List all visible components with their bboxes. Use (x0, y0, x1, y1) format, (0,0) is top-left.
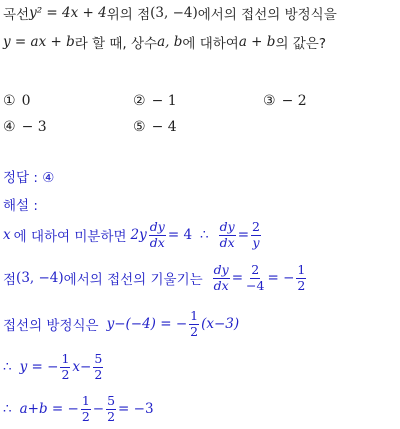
choice-value: − 1 (151, 93, 177, 109)
choice-3[interactable] (263, 93, 307, 109)
choice-number: ② (133, 93, 146, 109)
point-coordinates: (3, −4) (16, 270, 64, 286)
fraction: $\frac{dy}{dx}$ (219, 219, 235, 250)
fraction: $\frac{1}{2}$ (297, 262, 306, 293)
math-term: = −3 (118, 401, 154, 417)
therefore-symbol: ∴ (3, 359, 12, 375)
fraction: $\frac{1}{2}$ (61, 351, 70, 382)
tangent-equation: y = ax + b (3, 34, 75, 50)
step-text: 접선의 방정식은 (3, 318, 99, 334)
math-term: x− (72, 359, 92, 375)
solution-step-2 (3, 264, 308, 292)
question-line-2 (3, 32, 326, 52)
math-term: y−(−4) = − (106, 316, 188, 332)
question-text: 의 값은? (275, 36, 327, 52)
fraction: $\frac{dy}{dx}$ (149, 219, 165, 250)
choice-value: − 3 (21, 119, 47, 135)
choice-value: − 4 (151, 119, 177, 135)
choice-5[interactable] (133, 119, 177, 135)
math-term: − (92, 401, 105, 417)
choice-number: ① (3, 93, 16, 109)
math-term: = (237, 227, 250, 243)
question-text: 에서의 접선의 방정식을 (197, 7, 337, 23)
curve-equation: y² = 4x + 4 (29, 5, 107, 21)
target-expression: a + b (238, 34, 276, 50)
choice-number: ③ (263, 93, 276, 109)
fraction: $\frac{2}{-4}$ (246, 262, 265, 293)
therefore-symbol: ∴ (3, 401, 12, 417)
question-text: 에 대하여 (182, 36, 239, 52)
question-text: 곡선 (3, 7, 30, 23)
solution-step-4 (3, 353, 105, 381)
variable: x (3, 227, 11, 243)
solution-step-3 (3, 310, 239, 338)
math-term: y = − (19, 359, 59, 375)
math-term: 2y (130, 227, 147, 243)
therefore-symbol: ∴ (200, 227, 209, 243)
fraction: $\frac{dy}{dx}$ (213, 262, 229, 293)
fraction: $\frac{1}{2}$ (81, 393, 90, 424)
fraction: $\frac{5}{2}$ (94, 351, 103, 382)
choice-4[interactable] (3, 119, 47, 135)
solution-step-1 (3, 221, 263, 249)
point-coordinates: (3, −4) (150, 5, 198, 21)
fraction: $\frac{1}{2}$ (190, 308, 199, 339)
math-term: = 4 (167, 227, 193, 243)
choice-number: ⑤ (133, 119, 146, 135)
math-term: = (231, 270, 244, 286)
step-text: 에 대하여 미분하면 (13, 229, 127, 245)
math-term: (x−3) (201, 316, 240, 332)
question-text: 위의 점 (106, 7, 151, 23)
solution-step-5 (3, 395, 154, 423)
choice-number: ④ (3, 119, 16, 135)
math-term: a+b = − (19, 401, 79, 417)
question-text: 라 할 때, 상수 (74, 36, 158, 52)
choice-value: − 2 (281, 93, 307, 109)
choice-1[interactable] (3, 93, 30, 109)
answer-label: 정답 : ④ (3, 170, 55, 186)
constants: a, b (157, 34, 183, 50)
choice-2[interactable] (133, 93, 177, 109)
solution-title: 해설 : (3, 198, 38, 214)
question-line-1 (3, 3, 337, 23)
fraction: $\frac{5}{2}$ (107, 393, 116, 424)
fraction: $\frac{2}{y}$ (252, 219, 260, 250)
step-text: 에서의 접선의 기울기는 (63, 272, 203, 288)
choice-value: 0 (21, 93, 31, 109)
math-term: = − (267, 270, 295, 286)
step-text: 점 (3, 272, 17, 288)
